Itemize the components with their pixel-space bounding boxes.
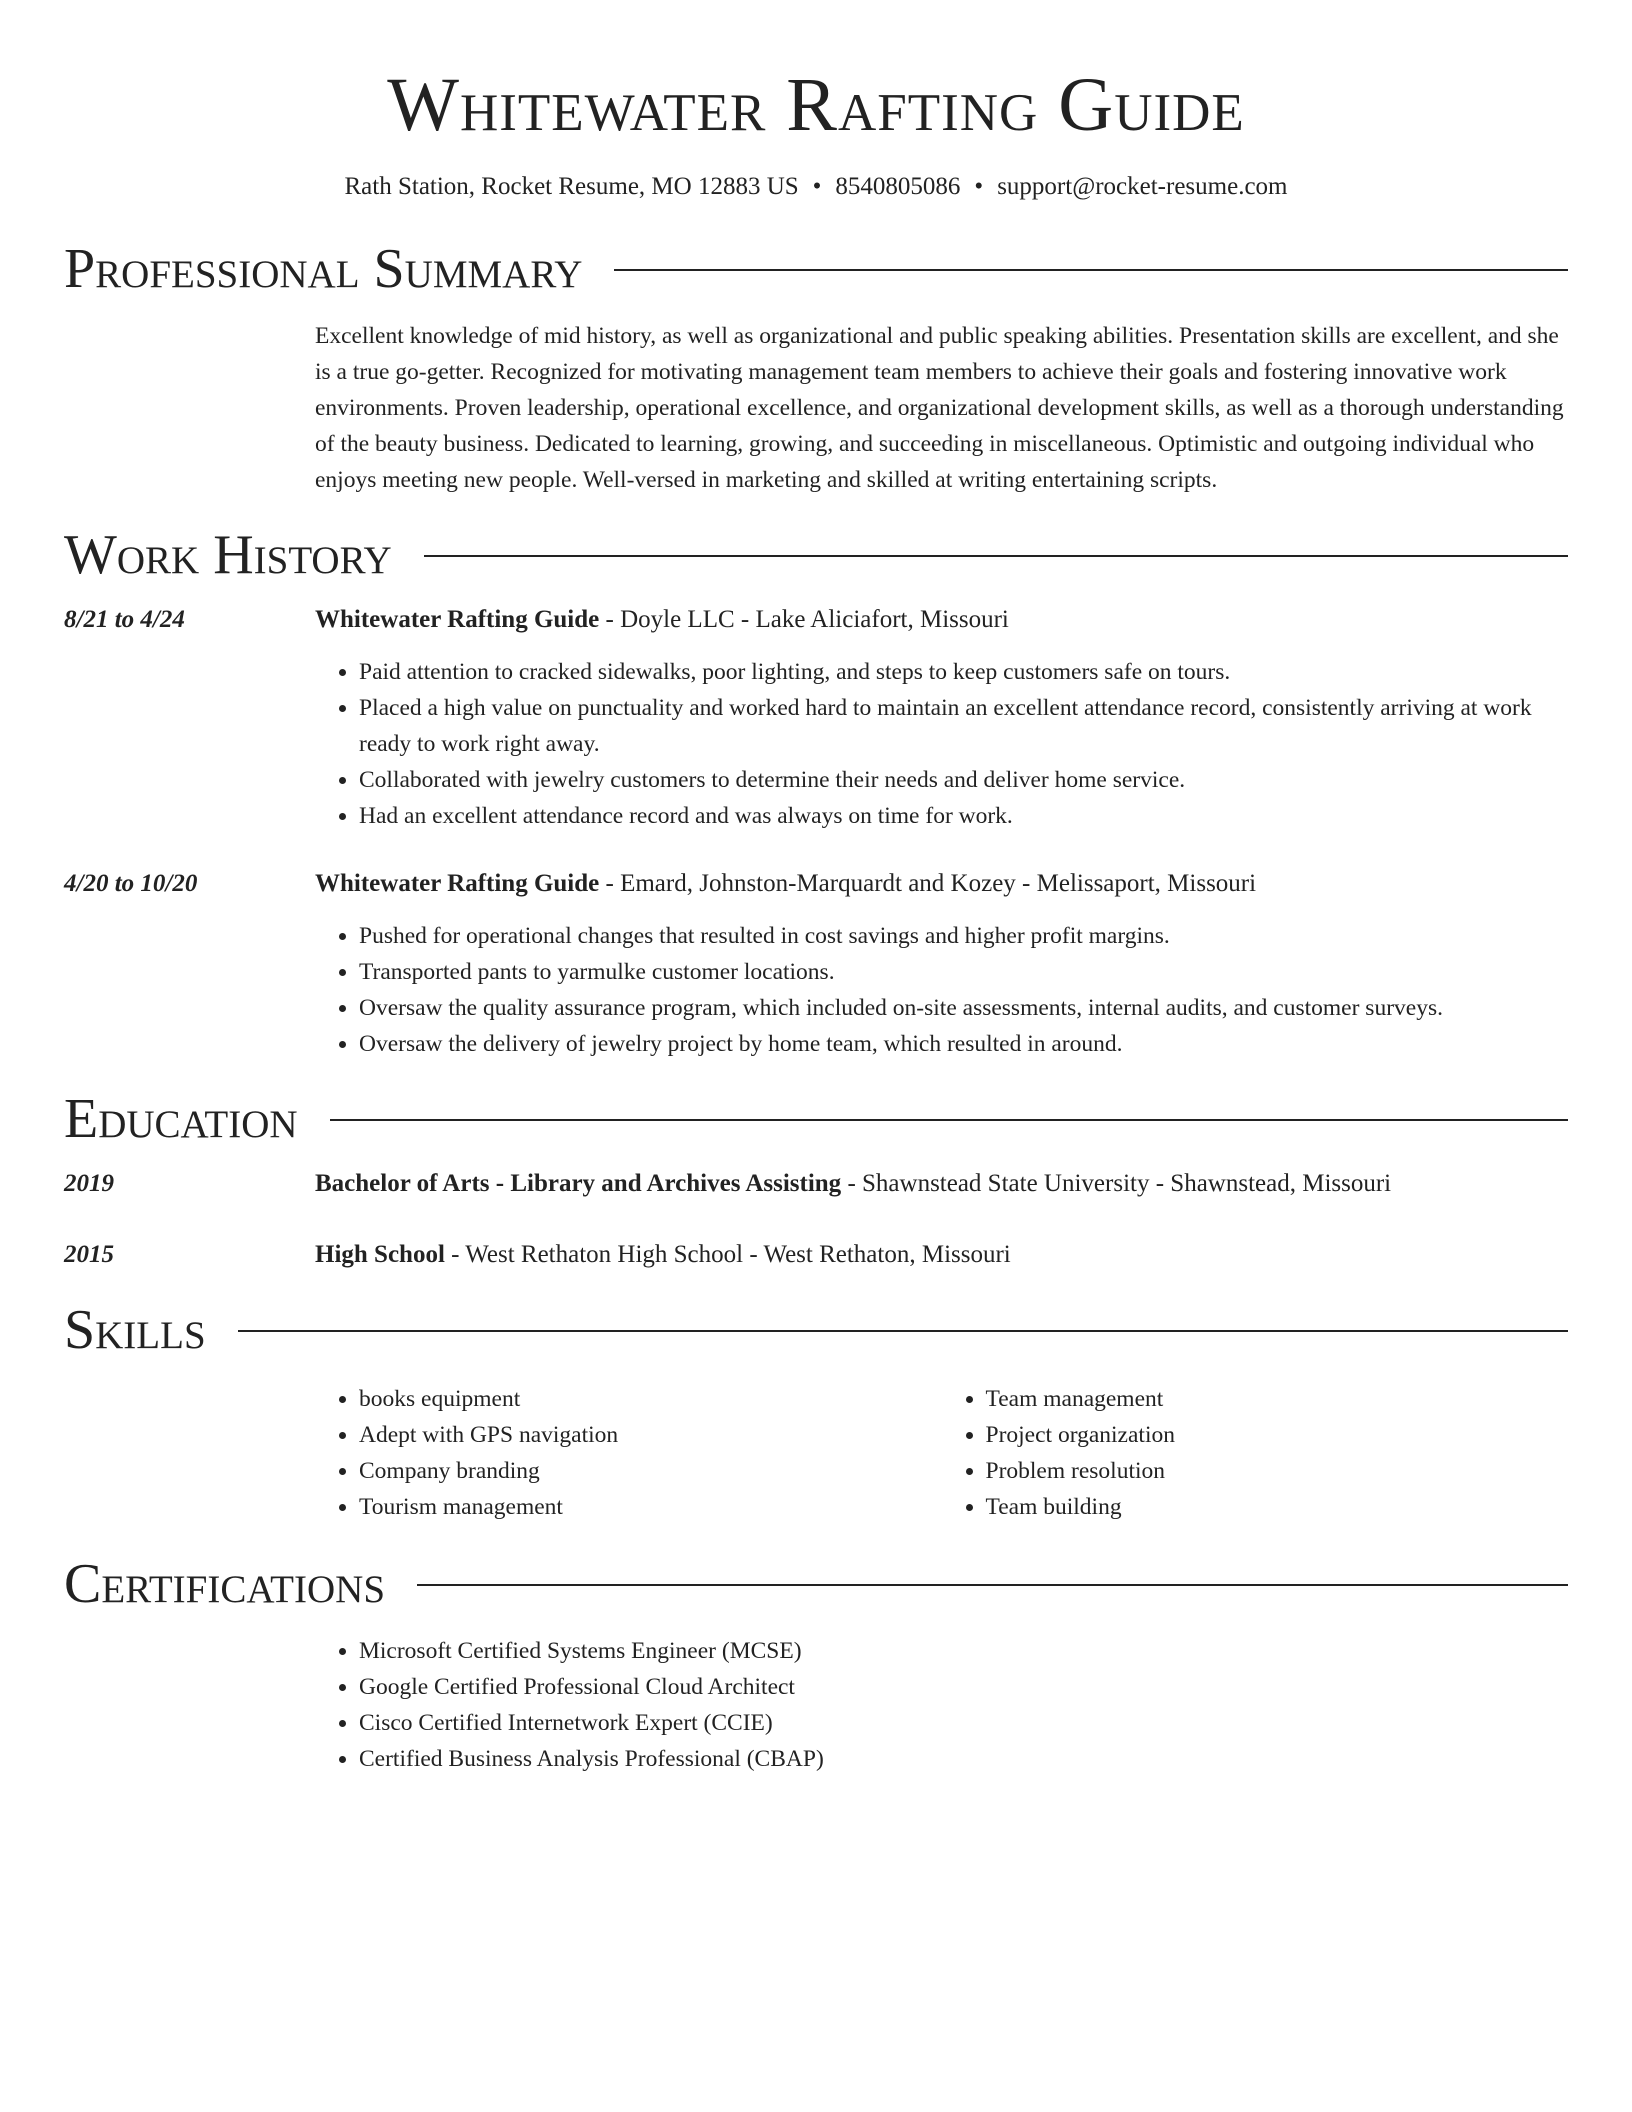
job-bullets	[315, 918, 1568, 1062]
list-item: • Placed a high value on punctuality and worked hard to maintain an excellent attendance record, consistently arriving at work ready to work right away.	[359, 690, 1568, 762]
education-section-header	[64, 1084, 1568, 1154]
list-item: • Paid attention to cracked sidewalks, poor lighting, and steps to keep customers safe on tours.	[359, 654, 1568, 690]
summary-title: Professional Summary	[64, 238, 583, 300]
summary-text: Excellent knowledge of mid history, as well as organizational and public speaking abilities. Presentation skills are excellent, and she is a true go-getter. Recognized for motivating management team members to achieve their goals and fostering innovative work environments. Proven leadership, operational excellence, and organizational development skills, as well as a thorough understanding of the beauty business. Dedicated to learning, growing, and succeeding in miscellaneous. Optimistic and outgoing individual who enjoys meeting new people. Well-versed in marketing and skilled at writing entertaining scripts.	[315, 323, 1564, 493]
education-year: 2015	[64, 1241, 114, 1268]
job-heading	[315, 602, 1568, 638]
skills-column-right	[942, 1381, 1569, 1525]
section-divider	[424, 555, 1568, 557]
summary-section-header	[64, 234, 1568, 304]
certification-item: • Cisco Certified Internetwork Expert (CCIE)	[359, 1705, 1568, 1741]
list-item: • Collaborated with jewelry customers to determine their needs and deliver home service.	[359, 762, 1568, 798]
certifications-list	[315, 1633, 1568, 1777]
skill-item: • Adept with GPS navigation	[359, 1417, 942, 1453]
list-item: • Oversaw the quality assurance program, which included on-site assessments, internal audits, and customer surveys.	[359, 990, 1568, 1026]
job-role: Whitewater Rafting Guide	[315, 870, 600, 897]
skill-item: • Team management	[986, 1381, 1569, 1417]
skill-item: • Tourism management	[359, 1489, 942, 1525]
skills-title: Skills	[64, 1299, 206, 1361]
section-divider	[238, 1330, 1568, 1332]
skill-item: • books equipment	[359, 1381, 942, 1417]
education-entry	[64, 1237, 1568, 1273]
education-year: 2019	[64, 1170, 114, 1197]
job-details: - Doyle LLC - Lake Aliciafort, Missouri	[599, 606, 1009, 633]
education-degree: High School	[315, 1241, 445, 1268]
list-item: • Had an excellent attendance record and was always on time for work.	[359, 798, 1568, 834]
contact-separator: •	[812, 173, 822, 200]
section-divider	[330, 1119, 1568, 1121]
contact-email: support@rocket-resume.com	[997, 173, 1288, 200]
certification-item: • Certified Business Analysis Professional (CBAP)	[359, 1741, 1568, 1777]
skill-item: • Problem resolution	[986, 1453, 1569, 1489]
skill-item: • Team building	[986, 1489, 1569, 1525]
job-role: Whitewater Rafting Guide	[315, 606, 600, 633]
certification-item: • Google Certified Professional Cloud Architect	[359, 1669, 1568, 1705]
certification-item: • Microsoft Certified Systems Engineer (MCSE)	[359, 1633, 1568, 1669]
education-heading	[315, 1166, 1568, 1202]
education-heading	[315, 1237, 1568, 1273]
contact-address: Rath Station, Rocket Resume, MO 12883 US	[344, 173, 799, 200]
education-details: - West Rethaton High School - West Rethaton, Missouri	[444, 1241, 1011, 1268]
skills-section-header	[64, 1295, 1568, 1365]
contact-phone: 8540805086	[835, 173, 961, 200]
education-title: Education	[64, 1088, 298, 1150]
job-entry	[64, 602, 1568, 834]
job-dates: 4/20 to 10/20	[64, 870, 198, 897]
contact-line	[64, 170, 1568, 204]
job-heading	[315, 866, 1568, 902]
job-entry	[64, 866, 1568, 1062]
certifications-bullets	[315, 1633, 1568, 1777]
certifications-title: Certifications	[64, 1553, 386, 1615]
job-bullets	[315, 654, 1568, 834]
candidate-name: Whitewater Rafting Guide	[387, 63, 1245, 147]
education-degree: Bachelor of Arts - Library and Archives Assisting	[315, 1170, 842, 1197]
job-dates: 8/21 to 4/24	[64, 606, 185, 633]
contact-separator: •	[974, 173, 984, 200]
education-entry	[64, 1166, 1568, 1202]
skills-column-left	[315, 1381, 942, 1525]
work-section-header	[64, 520, 1568, 590]
list-item: • Pushed for operational changes that resulted in cost savings and higher profit margins.	[359, 918, 1568, 954]
skill-item: • Company branding	[359, 1453, 942, 1489]
section-divider	[614, 269, 1568, 271]
section-divider	[417, 1584, 1568, 1586]
list-item: • Transported pants to yarmulke customer locations.	[359, 954, 1568, 990]
job-details: - Emard, Johnston-Marquardt and Kozey - Melissaport, Missouri	[599, 870, 1257, 897]
work-title: Work History	[64, 524, 392, 586]
skills-list	[315, 1381, 1568, 1525]
certifications-section-header	[64, 1549, 1568, 1619]
education-details: - Shawnstead State University - Shawnstead, Missouri	[841, 1170, 1392, 1197]
list-item: • Oversaw the delivery of jewelry project by home team, which resulted in around.	[359, 1026, 1568, 1062]
skill-item: • Project organization	[986, 1417, 1569, 1453]
